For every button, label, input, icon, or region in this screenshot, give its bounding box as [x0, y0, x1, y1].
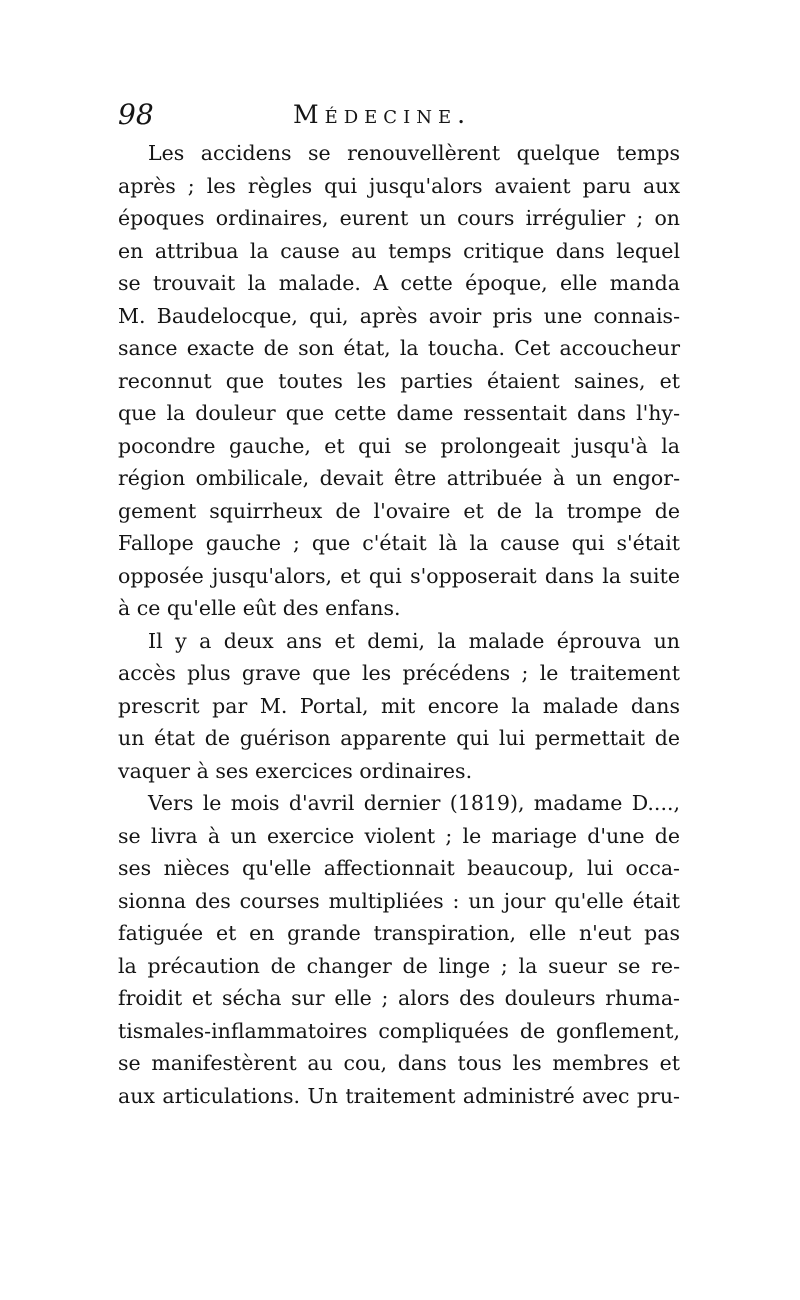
text-line: pocondre gauche, et qui se prolongeait jusqu'à la [118, 433, 680, 458]
text-line: après ; les règles qui jusqu'alors avaient paru aux [118, 173, 680, 198]
page-number: 98 [118, 98, 154, 131]
text-line: Fallope gauche ; que c'était là la cause qui s'était [118, 531, 680, 555]
text-line: ses nièces qu'elle affectionnait beaucoup, lui occa- [118, 856, 680, 880]
text-line: vaquer à ses exercices ordinaires. [118, 758, 473, 783]
text-line: prescrit par M. Portal, mit encore la malade dans [118, 693, 680, 718]
text-line: un état de guérison apparente qui lui permettait de [118, 726, 680, 750]
text-line: en attribua la cause au temps critique dans lequel [118, 238, 680, 263]
text-line: région ombilicale, devait être attribuée à un engor- [118, 466, 680, 490]
text-line: se trouvait la malade. A cette époque, elle manda [118, 271, 680, 295]
body-text [118, 137, 680, 1112]
text-line: accès plus grave que les précédens ; le traitement [118, 661, 680, 685]
text-line: Il y a deux ans et demi, la malade éprouva un [148, 628, 680, 653]
text-line: aux articulations. Un traitement administré avec pru- [118, 1083, 680, 1108]
text-line: gement squirrheux de l'ovaire et de la trompe de [118, 498, 680, 523]
running-title: Médecine. [293, 100, 472, 129]
text-line: se livra à un exercice violent ; le mariage d'une de [118, 823, 680, 848]
text-line: M. Baudelocque, qui, après avoir pris une connais- [118, 303, 680, 328]
text-line: sance exacte de son état, la toucha. Cet accoucheur [118, 336, 680, 360]
text-line: fatiguée et en grande transpiration, elle n'eut pas [118, 921, 680, 945]
text-line: tismales-inflammatoires compliquées de gonflement, [118, 1018, 680, 1043]
text-line: époques ordinaires, eurent un cours irrégulier ; on [118, 206, 680, 230]
text-line: que la douleur que cette dame ressentait dans l'hy- [118, 401, 680, 425]
text-line: Vers le mois d'avril dernier (1819), madame D...., [148, 791, 680, 815]
text-line: Les accidens se renouvellèrent quelque temps [148, 141, 680, 165]
text-line: à ce qu'elle eût des enfans. [118, 596, 401, 620]
text-line: se manifestèrent au cou, dans tous les membres et [118, 1051, 680, 1075]
running-head [118, 95, 688, 135]
text-line: opposée jusqu'alors, et qui s'opposerait dans la suite [118, 563, 680, 588]
text-line: la précaution de changer de linge ; la sueur se re- [118, 953, 680, 978]
text-line: sionna des courses multipliées : un jour qu'elle était [118, 888, 680, 913]
text-line: froidit et sécha sur elle ; alors des douleurs rhuma- [118, 986, 680, 1010]
text-line: reconnut que toutes les parties étaient saines, et [118, 368, 680, 393]
